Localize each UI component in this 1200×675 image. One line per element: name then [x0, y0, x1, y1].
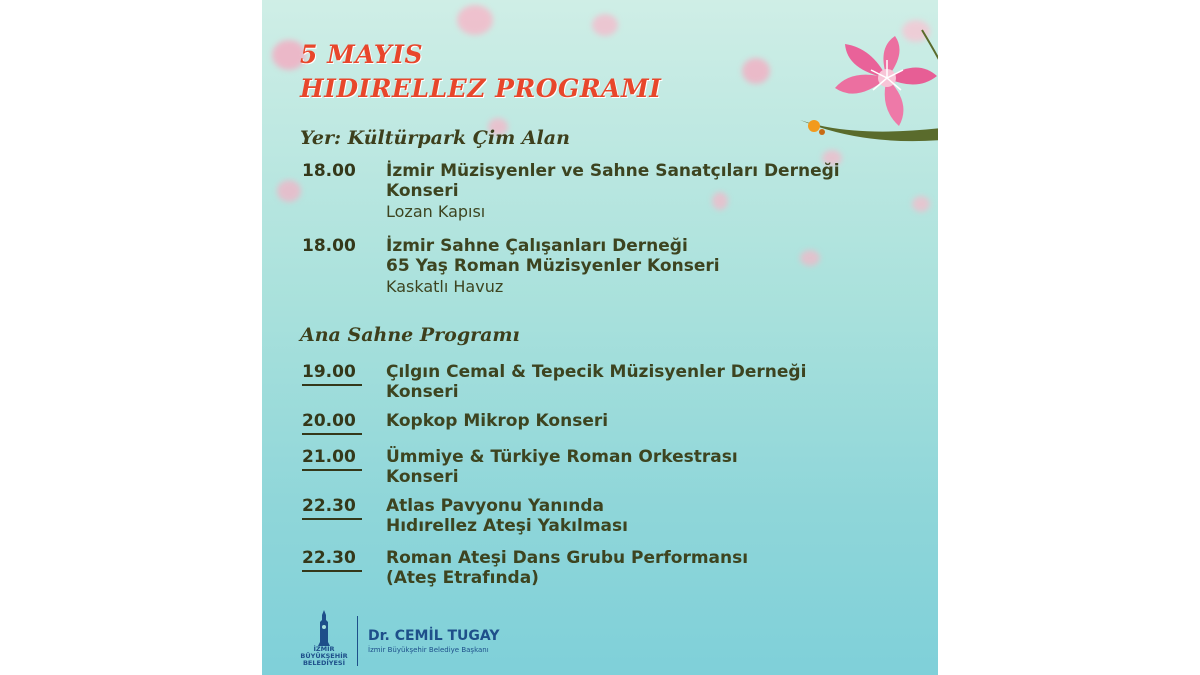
event-line: Kopkop Mikrop Konseri [386, 411, 609, 431]
event-description [386, 362, 926, 402]
event-line: İzmir Müzisyenler ve Sahne Sanatçıları Derneği [386, 161, 840, 181]
event-line: Hıdırellez Ateşi Yakılması [386, 516, 628, 536]
event-description [386, 236, 926, 298]
event-description [386, 411, 926, 431]
section2-title: Ana Sahne Programı [300, 324, 520, 346]
petal-decoration [457, 5, 493, 35]
hidirellez-poster [262, 0, 938, 675]
footer-divider [357, 616, 358, 666]
mayor-title: İzmir Büyükşehir Belediye Başkanı [368, 646, 489, 654]
event-time: 18.00 [302, 236, 356, 256]
footer [298, 608, 598, 668]
petal-decoration [277, 180, 301, 202]
event-description [386, 161, 926, 223]
logo-line: İZMİR [313, 645, 335, 653]
mayor-name: Dr. CEMİL TUGAY [368, 628, 500, 644]
event-location: Kaskatlı Havuz [386, 277, 504, 296]
event-line: Atlas Pavyonu Yanında [386, 496, 604, 516]
event-time: 22.30 [302, 496, 362, 520]
event-line: Konseri [386, 181, 459, 201]
logo-line: BÜYÜKŞEHİR [300, 652, 348, 660]
poster-title-line2: HIDIRELLEZ PROGRAMI [300, 74, 662, 103]
logo-text [298, 646, 350, 667]
section1-title: Yer: Kültürpark Çim Alan [300, 127, 570, 149]
event-description [386, 496, 926, 536]
event-line: 65 Yaş Roman Müzisyenler Konseri [386, 256, 720, 276]
logo-line: BELEDİYESİ [302, 659, 346, 667]
petal-decoration [592, 14, 618, 36]
event-time: 18.00 [302, 161, 356, 181]
event-location: Lozan Kapısı [386, 202, 486, 221]
event-time: 20.00 [302, 411, 362, 435]
event-line: Ümmiye & Türkiye Roman Orkestrası [386, 447, 738, 467]
event-line: (Ateş Etrafında) [386, 568, 539, 588]
izmir-clock-tower-logo-icon [316, 610, 332, 646]
event-time: 21.00 [302, 447, 362, 471]
poster-title-line1: 5 MAYIS [300, 40, 424, 69]
event-line: Çılgın Cemal & Tepecik Müzisyenler Derneği [386, 362, 807, 382]
event-line: İzmir Sahne Çalışanları Derneği [386, 236, 688, 256]
event-description [386, 447, 926, 487]
event-line: Konseri [386, 467, 459, 487]
event-time: 22.30 [302, 548, 362, 572]
event-time: 19.00 [302, 362, 362, 386]
event-line: Konseri [386, 382, 459, 402]
event-line: Roman Ateşi Dans Grubu Performansı [386, 548, 749, 568]
event-description [386, 548, 926, 588]
